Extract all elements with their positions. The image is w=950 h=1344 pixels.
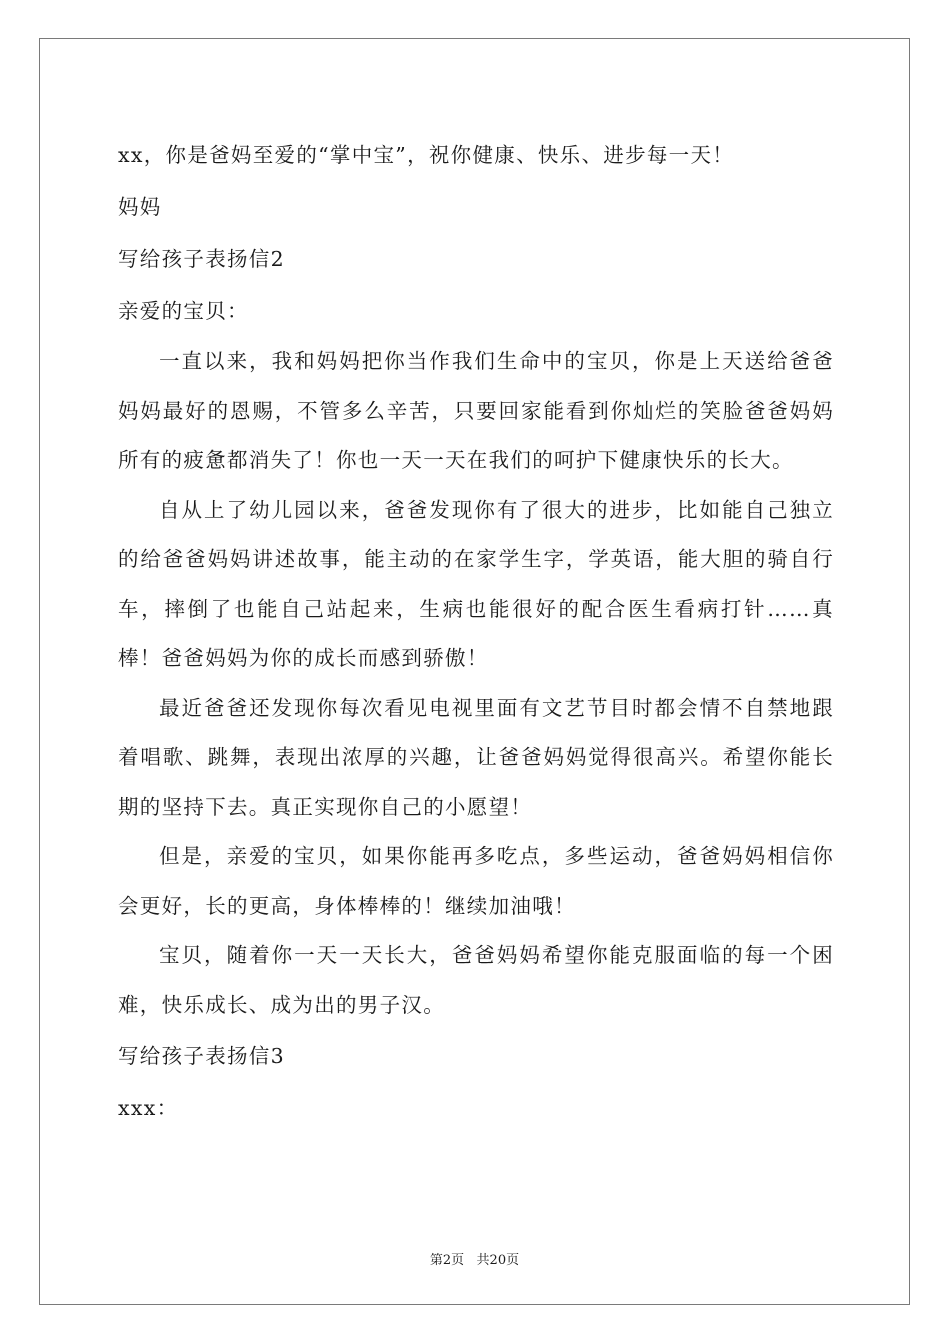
document-body bbox=[118, 129, 834, 1134]
signature: 妈妈 bbox=[118, 195, 162, 219]
paragraph: 自从上了幼儿园以来，爸爸发现你有了很大的进步，比如能自己独立的给爸爸妈妈讲述故事，能主动的在家学生字，学英语，能大胆的骑自行车，摔倒了也能自己站起来，生病也能很好的配合医生看病打针……真棒！爸爸妈妈为你的成长而感到骄傲！ bbox=[118, 497, 834, 670]
salutation: xxx： bbox=[118, 1096, 179, 1120]
closing-wish: xx，你是爸妈至爱的“掌中宝”，祝你健康、快乐、进步每一天！ bbox=[118, 143, 735, 167]
page-frame bbox=[39, 38, 910, 1305]
page-number-footer: 第2页 共20页 bbox=[429, 1253, 520, 1268]
paragraph: 最近爸爸还发现你每次看见电视里面有文艺节目时都会情不自禁地跟着唱歌、跳舞，表现出浓厚的兴趣，让爸爸妈妈觉得很高兴。希望你能长期的坚持下去。真正实现你自己的小愿望！ bbox=[118, 695, 834, 819]
section-title-3: 写给孩子表扬信3 bbox=[118, 1044, 285, 1068]
section-title-2: 写给孩子表扬信2 bbox=[118, 247, 285, 271]
salutation: 亲爱的宝贝： bbox=[118, 299, 249, 323]
paragraph: 一直以来，我和妈妈把你当作我们生命中的宝贝，你是上天送给爸爸妈妈最好的恩赐，不管多么辛苦，只要回家能看到你灿烂的笑脸爸爸妈妈所有的疲惫都消失了！你也一天一天在我们的呵护下健康快乐的长大。 bbox=[118, 349, 834, 472]
paragraph: 但是，亲爱的宝贝，如果你能再多吃点，多些运动，爸爸妈妈相信你会更好，长的更高，身体棒棒的！继续加油哦！ bbox=[118, 844, 834, 918]
paragraph: 宝贝，随着你一天一天长大，爸爸妈妈希望你能克服面临的每一个困难，快乐成长、成为出的男子汉。 bbox=[118, 943, 834, 1017]
